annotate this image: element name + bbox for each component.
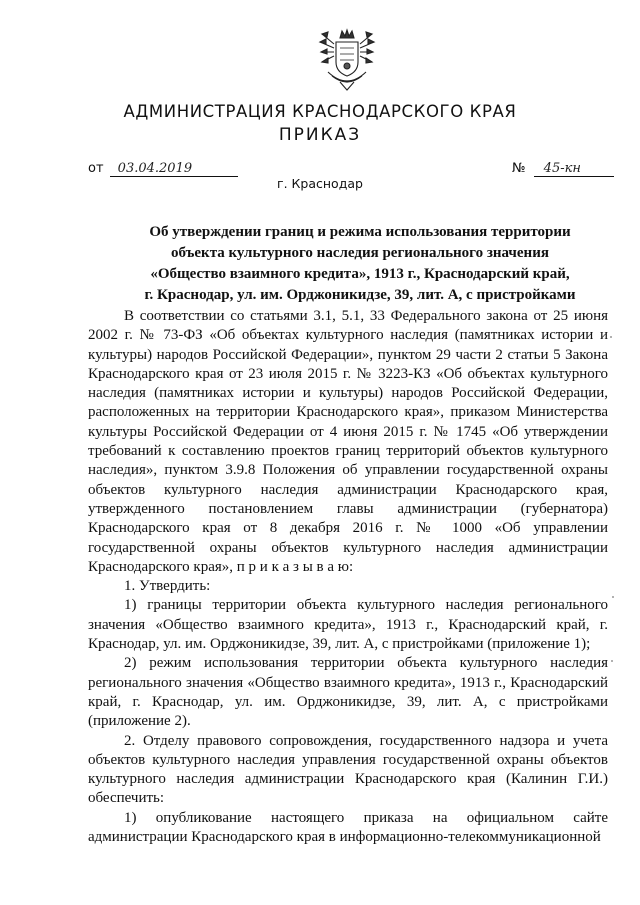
item-2: 2. Отделу правового сопровождения, государственного надзора и учета объектов культурного наследия управления государственной охраны объектов культурного наследия администрации Краснодарского края (Калинин Г.И.) обеспечить:: [88, 732, 608, 807]
preamble-paragraph: В соответствии со статьями 3.1, 5.1, 33 Федерального закона от 25 июня 2002 г. № 73-ФЗ «Об объектах культурного наследия (памятниках истории и культуры) народов Российской Федерации», пунктом 29 части 2 статьи 5 Закона Краснодарского края от 23 июля 2015 г. № 3223-КЗ «Об объектах культурного наследия (памятниках истории и культуры) народов Российской Федерации, расположенных на территории Краснодарского края», приказом Министерства культуры Российской Федерации от 4 июня 2015 г. № 1745 «Об утверждении требований к составлению проектов границ территорий объектов культурного наследия», пунктом 3.9.8 Положения об управлении государственной охраны объектов культурного наследия администрации Краснодарского края, утвержденного постановлением главы администрации (губернатора) Краснодарского края от 8 декабря 2016 г. № 1000 «Об управлении государственной охраны объектов культурного наследия администрации Краснодарского края», п р и к а з ы в а ю:: [88, 308, 608, 575]
title-line: «Общество взаимного кредита», 1913 г., Краснодарский край,: [150, 266, 570, 282]
document-body: [88, 307, 608, 847]
number-prefix: №: [512, 161, 526, 176]
item-1-2: 2) режим использования территории объекта культурного наследия регионального значения «Общество взаимного кредита», 1913 г., Краснодарский край, г. Краснодар, ул. им. Орджоникидзе, 39, лит. А, с пристройками (приложение 2).: [88, 655, 608, 730]
document-type: ПРИКАЗ: [278, 125, 362, 145]
title-line: объекта культурного наследия регионального значения: [171, 245, 549, 261]
title-line: г. Краснодар, ул. им. Орджоникидзе, 39, лит. А, с пристройками: [144, 287, 576, 303]
item-2-1: 1) опубликование настоящего приказа на официальном сайте администрации Краснодарского края в информационно-телекоммуникационной: [88, 809, 608, 846]
date-line: [110, 161, 238, 177]
number-line: [534, 161, 614, 177]
coat-of-arms-emblem: [318, 28, 376, 92]
organization-name: АДМИНИСТРАЦИЯ КРАСНОДАРСКОГО КРАЯ: [123, 102, 517, 121]
scan-speck: [612, 596, 614, 598]
number-field: [512, 161, 614, 177]
date-value: 03.04.2019: [117, 161, 193, 176]
date-field: [88, 161, 238, 177]
document-title: [120, 222, 600, 306]
item-1-1: 1) границы территории объекта культурного наследия регионального значения «Общество взаимного кредита», 1913 г., Краснодарский край, г. Краснодар, ул. им. Орджоникидзе, 39, лит. А, с пристройками (приложение 1);: [88, 597, 608, 653]
scan-speck: [610, 336, 612, 338]
number-value: 45-кн: [543, 161, 581, 176]
item-1: 1. Утвердить:: [124, 578, 211, 595]
scan-speck: [611, 660, 613, 662]
date-prefix: от: [88, 161, 104, 176]
city: г. Краснодар: [277, 176, 363, 191]
title-line: Об утверждении границ и режима использования территории: [149, 224, 571, 240]
